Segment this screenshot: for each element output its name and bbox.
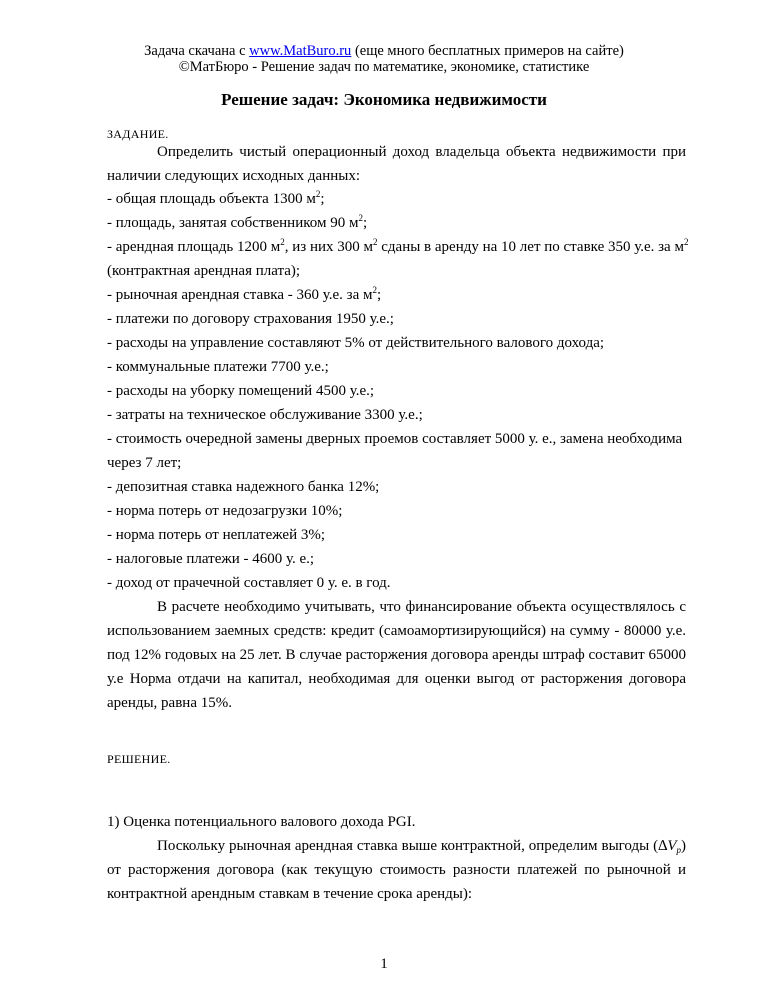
item-owner-area: - площадь, занятая собственником 90 $м^2$;: [107, 213, 368, 231]
header-line-2: ©МатБюро - Решение задач по математике, экономике, статистике: [178, 59, 590, 75]
item-laundry: - доход от прачечной составляет 0 у. е. в год.: [107, 575, 391, 591]
item-nonpayment: - норма потерь от неплатежей 3%;: [107, 527, 326, 543]
header-suffix: (еще много бесплатных примеров на сайте): [351, 43, 624, 59]
item-doors-cont: через 7 лет;: [107, 455, 182, 471]
solution-heading: РЕШЕНИЕ.: [107, 752, 171, 766]
item-rent-area: - арендная площадь 1200 $м^2$, из них 300 $м^2$ сданы в аренду на 10 лет по ставке 350 у.е. за $м^2$: [107, 237, 689, 255]
financing-line-5: аренды, равна 15%.: [107, 695, 232, 711]
para-line-2: от расторжения договора (как текущую стоимость разности платежей по рыночной и: [107, 862, 686, 878]
item-vacancy: - норма потерь от недозагрузки 10%;: [107, 503, 343, 519]
item-management: - расходы на управление составляют 5% от действительного валового дохода;: [107, 335, 605, 351]
item-insurance: - платежи по договору страхования 1950 у.е.;: [107, 311, 394, 327]
item-utilities: - коммунальные платежи 7700 у.е.;: [107, 359, 329, 375]
item-maintenance: - затраты на техническое обслуживание 3300 у.е.;: [107, 407, 423, 423]
item-doors: - стоимость очередной замены дверных проемов составляет 5000 у. е., замена необходима: [107, 431, 683, 447]
financing-line-4: у.е Норма отдачи на капитал, необходимая для оценки выгод от расторжения договора: [107, 671, 686, 687]
item-deposit: - депозитная ставка надежного банка 12%;: [107, 479, 380, 495]
task-heading: ЗАДАНИЕ.: [107, 127, 169, 141]
page-title: Решение задач: Экономика недвижимости: [221, 90, 547, 109]
step-1-heading: 1) Оценка потенциального валового дохода PGI.: [107, 814, 416, 830]
item-area: - общая площадь объекта 1300 $м^2$;: [107, 189, 325, 207]
item-market-rate: - рыночная арендная ставка - 360 у.е. за $м^2$;: [107, 285, 382, 303]
para-line-3: контрактной арендным ставкам в течение срока аренды):: [107, 886, 472, 902]
header-line-1: [0, 43, 768, 59]
para-line-1: Поскольку рыночная арендная ставка выше контрактной, определим выгоды $(\Delta V_p)$: [157, 838, 686, 855]
intro-line-2: наличии следующих исходных данных:: [107, 168, 361, 184]
intro-line-1: Определить чистый операционный доход владельца объекта недвижимости при: [157, 144, 686, 160]
financing-line-2: использованием заемных средств: кредит (самоамортизирующийся) на сумму - 80000 у.е.: [107, 623, 686, 639]
header-prefix: Задача скачана с: [144, 43, 250, 59]
financing-line-3: под 12% годовых на 25 лет. В случае расторжения договора аренды штраф составит 65000: [107, 647, 686, 663]
item-rent-area-cont: (контрактная арендная плата);: [107, 263, 301, 279]
page-number: 1: [380, 956, 388, 972]
financing-line-1: В расчете необходимо учитывать, что финансирование объекта осуществлялось с: [157, 599, 686, 615]
item-taxes: - налоговые платежи - 4600 у. е.;: [107, 551, 315, 567]
site-link[interactable]: www.MatBuro.ru: [249, 43, 352, 59]
item-cleaning: - расходы на уборку помещений 4500 у.е.;: [107, 383, 375, 399]
delta-vp-symbol: $\Delta V_p$: [658, 838, 681, 855]
